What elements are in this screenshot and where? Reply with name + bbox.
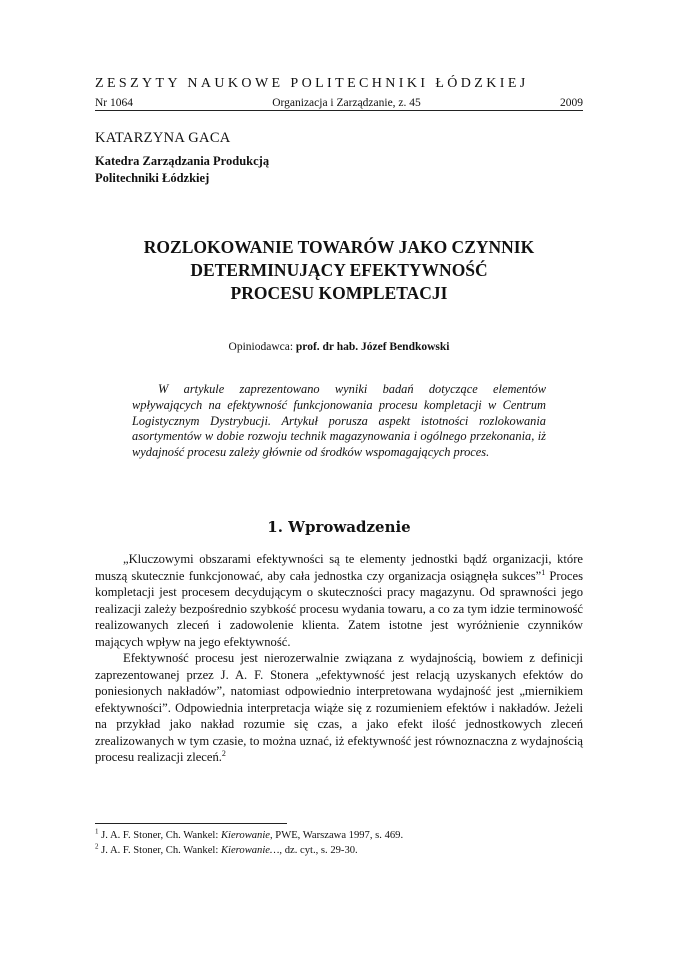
footnote-1-book-title: Kierowanie bbox=[220, 830, 270, 841]
abstract: W artykule zaprezentowano wyniki badań dotyczące elementów wpływających na efektywność funkcjonowania procesu kompletacji w Centrum Logistycznym Dystrybucji. Artykuł porusza aspekt istotności rozlokowania asortymentów w dobie rozwoju technik magazynowania i ogólnego przekonania, iż wydajność procesu zależy głównie od środków wspomagających proces. bbox=[132, 382, 546, 460]
author-affiliation-line1: Katedra Zarządzania Produkcją bbox=[95, 154, 270, 168]
footnote-1-post: , PWE, Warszawa 1997, s. 469. bbox=[270, 830, 404, 841]
paper-title-line1: ROZLOKOWANIE TOWARÓW JAKO CZYNNIK bbox=[143, 237, 535, 257]
paragraph-2-text: Efektywność procesu jest nierozerwalnie związana z wydajnością, bowiem z definicji zaprezentowanej przez J. A. F. Stonera „efektywność jest relacją uzyskanych efektów do poniesionych nakładów”, natomiast odpowiednio interpretowana wydajność jest „miernikiem efektywności”. Odpowiednia interpretacja wiąże się z rozumieniem efektów i nakładów. Jeżeli na przykład jako nakład rozumie się czas, a jako efekt ilość jednostkowych zleceń zrealizowanych w tym czasie, to można uznać, iż efektywność jest równoznaczna z wydajnością procesu realizacji zleceń. bbox=[95, 651, 583, 764]
paper-title-line3: PROCESU KOMPLETACJI bbox=[230, 283, 448, 303]
footnote-1-pre: J. A. F. Stoner, Ch. Wankel: bbox=[98, 830, 221, 841]
footnote-2 bbox=[95, 842, 583, 856]
author-affiliation-line2: Politechniki Łódzkiej bbox=[95, 171, 210, 185]
paragraph-1-text-b: Proces kompletacji jest procesem decydującym o skuteczności pracy magazynu. Od sprawności jego realizacji zależy bezpośrednio szybkość procesu wydania towaru, a co za tym idzie terminowość realizowanych zleceń i zadowolenie klienta. Zatem istotne jest wyróżnienie czynników mających wpływ na jego efektywność. bbox=[95, 568, 583, 649]
paragraph-1 bbox=[95, 551, 583, 650]
issue-series: Organizacja i Zarządzanie, z. 45 bbox=[272, 97, 421, 109]
reviewer-line bbox=[95, 341, 583, 353]
author-name: KATARZYNA GACA bbox=[95, 130, 231, 146]
footnote-1 bbox=[95, 827, 583, 841]
paragraph-2 bbox=[95, 650, 583, 766]
paper-title-line2: DETERMINUJĄCY EFEKTYWNOŚĆ bbox=[190, 260, 488, 280]
reviewer-label: Opiniodawca: bbox=[228, 341, 296, 353]
footnote-ref-2[interactable]: 2 bbox=[221, 748, 226, 758]
footnote-2-post: , dz. cyt., s. 29-30. bbox=[279, 845, 358, 856]
issue-year: 2009 bbox=[559, 97, 583, 109]
footnote-1-number: 1 bbox=[95, 827, 99, 836]
section-heading: 1. Wprowadzenie bbox=[267, 518, 411, 536]
body-text bbox=[95, 551, 583, 766]
issue-line bbox=[95, 97, 583, 111]
footnote-2-number: 2 bbox=[95, 842, 99, 851]
journal-title: ZESZYTY NAUKOWE POLITECHNIKI ŁÓDZKIEJ bbox=[95, 76, 529, 91]
footnote-ref-1[interactable]: 1 bbox=[541, 567, 546, 577]
reviewer-name: prof. dr hab. Józef Bendkowski bbox=[295, 341, 450, 353]
footnote-2-book-title: Kierowanie… bbox=[220, 845, 280, 856]
footnote-divider bbox=[95, 823, 287, 824]
paragraph-1-text-a: „Kluczowymi obszarami efektywności są te elementy jednostki bądź organizacji, które muszą skutecznie funkcjonować, aby cała jednostka czy organizacja osiągnęła sukces” bbox=[95, 552, 583, 583]
footnote-2-pre: J. A. F. Stoner, Ch. Wankel: bbox=[98, 845, 221, 856]
issue-number: Nr 1064 bbox=[95, 97, 134, 109]
